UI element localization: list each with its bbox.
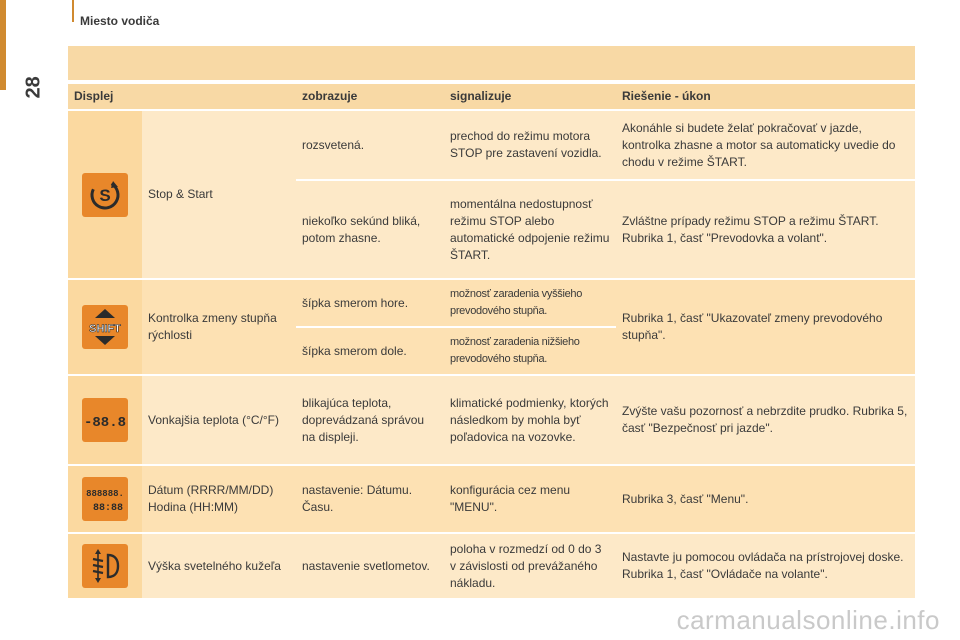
signals-cell: možnosť zaradenia nižšieho prevodového stupňa. <box>444 328 616 374</box>
icon-cell <box>68 111 142 278</box>
icon-cell <box>68 280 142 374</box>
display-cell: Dátum (RRRR/MM/DD) Hodina (HH:MM) <box>142 466 296 532</box>
table-row <box>68 111 915 179</box>
display-cell: Stop & Start <box>142 111 296 278</box>
signals-cell: prechod do režimu motora STOP pre zastavení vozidla. <box>444 111 616 179</box>
svg-text:SHIFT: SHIFT <box>89 323 121 335</box>
display-cell: Kontrolka zmeny stupňa rýchlosti <box>142 280 296 374</box>
side-accent-bar <box>0 0 6 90</box>
column-header-display: Displej <box>68 84 296 109</box>
signals-cell: momentálna nedostupnosť režimu STOP alebo automatické odpojenie režimu ŠTART. <box>444 181 616 278</box>
watermark-text: carmanualsonline.info <box>676 605 940 635</box>
icon-cell <box>68 466 142 532</box>
page-number: 28 <box>22 76 45 99</box>
solution-cell: Akonáhle si budete želať pokračovať v jazde, kontrolka zhasne a motor sa automaticky uvedie do chodu v režime ŠTART. <box>616 111 915 179</box>
shows-cell: šípka smerom dole. <box>296 328 444 374</box>
signals-cell: konfigurácia cez menu "MENU". <box>444 466 616 532</box>
display-cell: Výška svetelného kužeľa <box>142 534 296 598</box>
table-row <box>68 534 915 598</box>
display-cell: Vonkajšia teplota (°C/°F) <box>142 376 296 464</box>
headlamp-leveling-icon <box>82 544 128 588</box>
shift-indicator-icon <box>82 305 128 349</box>
shows-cell: rozsvetená. <box>296 111 444 179</box>
table-banner <box>68 46 915 80</box>
table-row <box>68 466 915 532</box>
stop-start-icon <box>82 173 128 217</box>
header-accent-line <box>72 0 74 22</box>
signals-cell: klimatické podmienky, ktorých následkom by mohla byť poľadovica na vozovke. <box>444 376 616 464</box>
svg-text:888888.: 888888. <box>86 489 124 499</box>
shows-cell: nastavenie: Dátumu. Času. <box>296 466 444 532</box>
table-header-row <box>68 84 915 109</box>
table-row <box>68 376 915 464</box>
shows-cell: blikajúca teplota, doprevádzaná správou na displeji. <box>296 376 444 464</box>
svg-text:88:88: 88:88 <box>92 503 124 514</box>
solution-cell: Rubrika 1, časť "Ukazovateľ zmeny prevodového stupňa". <box>616 280 915 374</box>
icon-cell <box>68 376 142 464</box>
solution-cell: Zvláštne prípady režimu STOP a režimu ŠTART. Rubrika 1, časť "Prevodovka a volant". <box>616 181 915 278</box>
shows-cell: šípka smerom hore. <box>296 280 444 326</box>
temperature-display-icon <box>82 398 128 442</box>
indicator-table <box>68 82 915 600</box>
table-row <box>68 280 915 326</box>
signals-cell: poloha v rozmedzí od 0 do 3 v závislosti od prevážaného nákladu. <box>444 534 616 598</box>
section-title: Miesto vodiča <box>80 14 160 28</box>
signals-cell: možnosť zaradenia vyššieho prevodového stupňa. <box>444 280 616 326</box>
svg-text:S: S <box>99 185 111 205</box>
shows-cell: nastavenie svetlometov. <box>296 534 444 598</box>
solution-cell: Nastavte ju pomocou ovládača na prístrojovej doske. Rubrika 1, časť "Ovládače na volante". <box>616 534 915 598</box>
date-time-display-icon <box>82 477 128 521</box>
svg-text:-88.8: -88.8 <box>83 415 127 431</box>
column-header-shows: zobrazuje <box>296 84 444 109</box>
solution-cell: Zvýšte vašu pozornosť a nebrzdite prudko. Rubrika 5, časť "Bezpečnosť pri jazde". <box>616 376 915 464</box>
shows-cell: niekoľko sekúnd bliká, potom zhasne. <box>296 181 444 278</box>
column-header-signals: signalizuje <box>444 84 616 109</box>
icon-cell <box>68 534 142 598</box>
column-header-solution: Riešenie - úkon <box>616 84 915 109</box>
solution-cell: Rubrika 3, časť "Menu". <box>616 466 915 532</box>
